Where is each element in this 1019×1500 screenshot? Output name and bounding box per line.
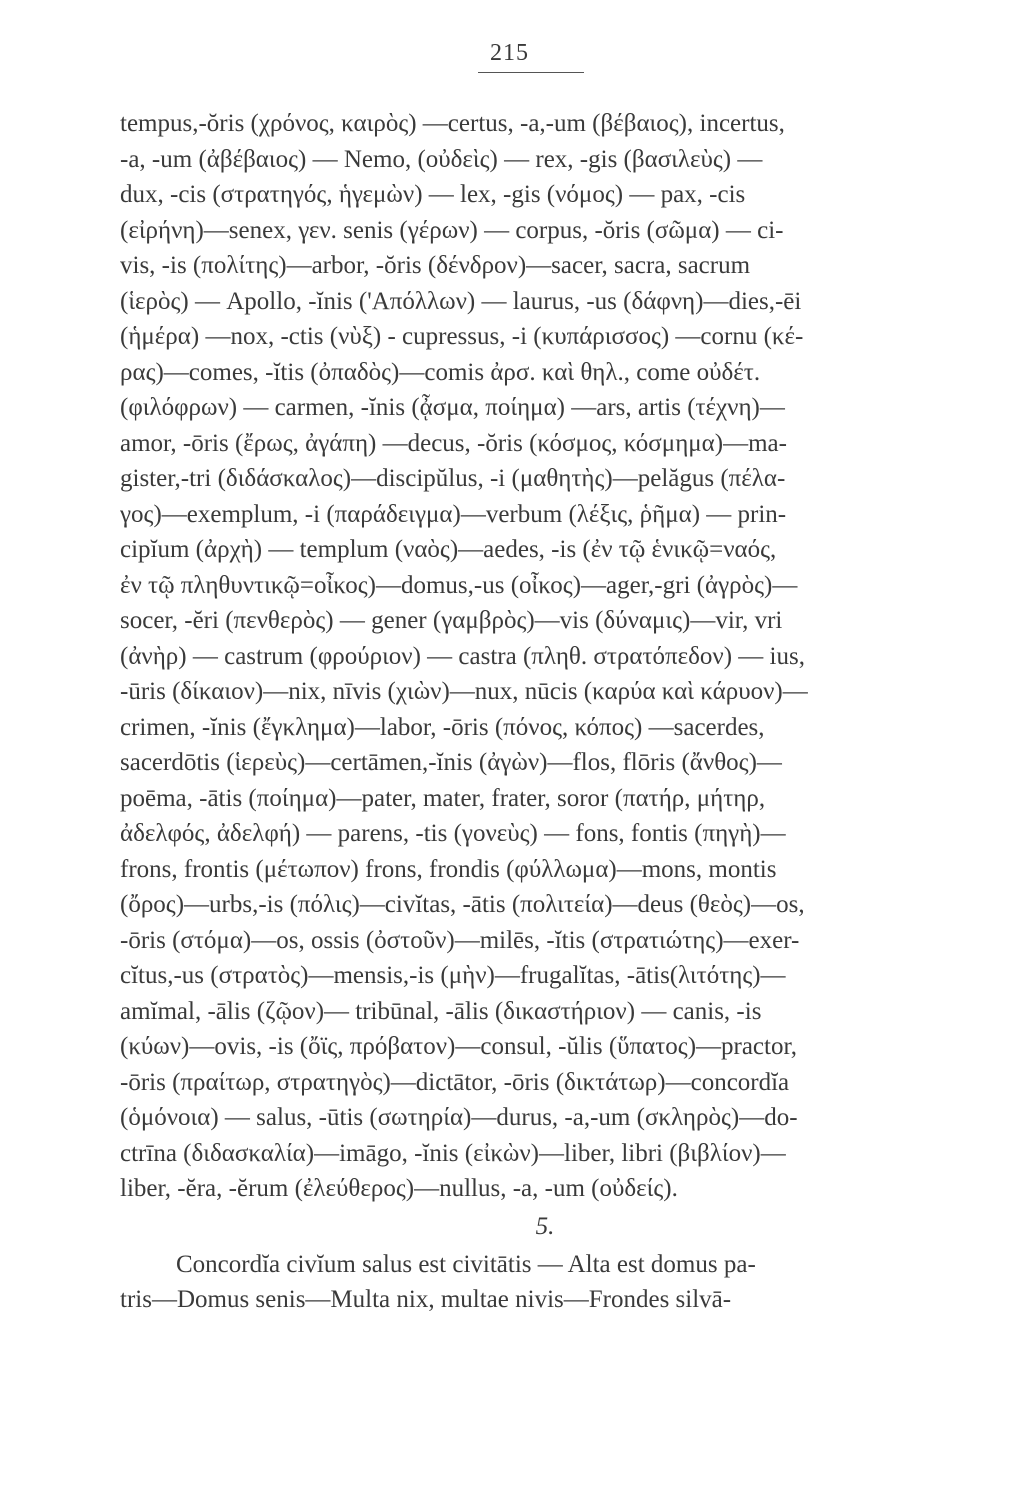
text-line: Concordĭa civĭum salus est civitātis — Alta est domus pa-	[176, 1250, 756, 1278]
text-line: -ūris (δίκαιον)—nix, nīvis (χιὼν)—nux, nūcis (καρύα καὶ κάρυον)—	[120, 678, 808, 705]
text-line: ρας)—comes, -ĭtis (ὀπαδὸς)—comis ἀρσ. καὶ θηλ., come οὐδέτ.	[120, 358, 761, 386]
text-line: ἐν τῷ πληθυντικῷ=οἶκος)—domus,-us (οἶκος)—ager,-gri (ἀγρὸς)—	[120, 571, 798, 599]
text-line: γος)—exemplum, -i (παράδειγμα)—verbum (λέξις, ῥῆμα) — prin-	[120, 500, 787, 528]
text-line: poēma, -ātis (ποίημα)—pater, mater, frater, soror (πατήρ, μήτηρ,	[120, 784, 766, 812]
text-line: vis, -is (πολίτης)—arbor, -ŏris (δένδρον)—sacer, sacra, sacrum	[120, 252, 751, 279]
vocabulary-block	[120, 106, 950, 1207]
text-line: tris—Domus senis—Multa nix, multae nivis—Frondes silvā-	[120, 1286, 732, 1313]
text-line: (ἱερὸς) — Apollo, -ĭnis ('Απόλλων) — laurus, -us (δάφνη)—dies,-ēi	[120, 287, 802, 315]
text-line: ctrīna (διδασκαλία)—imāgo, -ĭnis (εἰκὼν)—liber, libri (βιβλίον)—	[120, 1139, 786, 1167]
page-number: 215	[490, 40, 529, 66]
text-line: crimen, -ĭnis (ἔγκλημα)—labor, -ōris (πόνος, κόπος) —sacerdes,	[120, 713, 765, 741]
text-line: (κύων)—ovis, -is (ὄϊς, πρόβατον)—consul, -ŭlis (ὕπατος)—practor,	[120, 1033, 798, 1060]
text-line: sacerdōtis (ἱερεὺς)—certāmen,-ĭnis (ἀγὼν)—flos, flōris (ἄνθος)—	[120, 749, 782, 776]
text-line: (ὄρος)—urbs,-is (πόλις)—civĭtas, -ātis (πολιτεία)—deus (θεὸς)—os,	[120, 891, 805, 918]
text-line: (φιλόφρων) — carmen, -ĭnis (ᾆσμα, ποίημα) —ars, artis (τέχνη)—	[120, 394, 785, 421]
text-line: -ōris (στόμα)—os, ossis (ὀστοῦν)—milēs, -ĭtis (στρατιώτης)—exer-	[120, 926, 800, 954]
text-line: (εἰρήνη)—senex, γεν. senis (γέρων) — corpus, -ŏris (σῶμα) — ci-	[120, 216, 784, 244]
text-line: gister,-tri (διδάσκαλος)—discipŭlus, -i (μαθητὴς)—pelăgus (πέλα-	[120, 465, 786, 492]
text-line: cipĭum (ἀρχὴ) — templum (ναὸς)—aedes, -is (ἐν τῷ ἑνικῷ=ναός,	[120, 536, 777, 563]
page-number-underline	[478, 72, 584, 73]
text-line: dux, -cis (στρατηγός, ἡγεμὼν) — lex, -gis (νόμος) — pax, -cis	[120, 181, 746, 208]
text-line: socer, -ĕri (πενθερὸς) — gener (γαμβρὸς)—vis (δύναμις)—vir, vri	[120, 607, 783, 634]
text-line: frons, frontis (μέτωπον) frons, frondis (φύλλωμα)—mons, montis	[120, 855, 777, 883]
text-line: (ἡμέρα) —nox, -ctis (νὺξ) - cupressus, -i (κυπάρισσος) —cornu (κέ-	[120, 323, 804, 350]
text-line: amor, -ōris (ἔρως, ἀγάπη) —decus, -ŏris (κόσμος, κόσμημα)—ma-	[120, 429, 787, 457]
exercise-block	[120, 1247, 950, 1318]
text-line: (ὁμόνοια) — salus, -ūtis (σωτηρία)—durus, -a,-um (σκληρὸς)—do-	[120, 1104, 798, 1131]
text-line: amĭmal, -ālis (ζῷον)— tribūnal, -ālis (δικαστήριον) — canis, -is	[120, 997, 762, 1025]
text-line: -ōris (πραίτωρ, στρατηγὸς)—dictātor, -ōris (δικτάτωρ)—concordĭa	[120, 1068, 790, 1096]
text-line: -a, -um (ἀβέβαιος) — Nemo, (οὐδεὶς) — rex, -gis (βασιλεὺς) —	[120, 145, 763, 173]
text-line: (ἀνὴρ) — castrum (φρούριον) — castra (πληθ. στρατόπεδον) — ius,	[120, 642, 805, 670]
text-line: cĭtus,-us (στρατὸς)—mensis,-is (μὴν)—frugalĭtas, -ātis(λιτότης)—	[120, 962, 786, 989]
text-line: ἀδελφός, ἀδελφή) — parens, -tis (γονεὺς) — fons, fontis (πηγὴ)—	[120, 820, 786, 847]
text-line: tempus,-ŏris (χρόνος, καιρὸς) —certus, -a,-um (βέβαιος), incertus,	[120, 110, 785, 137]
page-body	[120, 106, 950, 1318]
section-number: 5.	[535, 1212, 555, 1240]
text-line: liber, -ĕra, -ĕrum (ἐλεύθερος)—nullus, -a, -um (οὐδείς).	[120, 1175, 678, 1202]
